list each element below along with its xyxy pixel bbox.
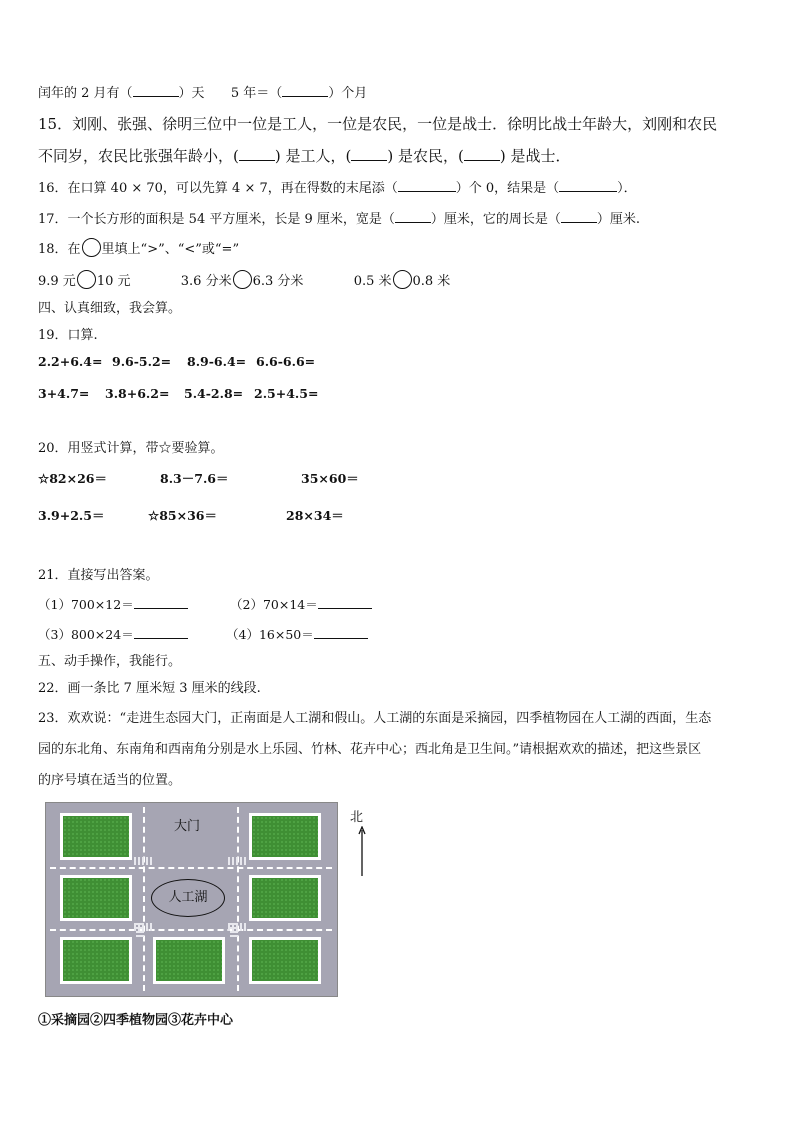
section-4-heading: 四、认真细致，我会算。 xyxy=(38,301,182,316)
q19-item: 8.9-6.4= xyxy=(187,354,247,369)
road-marking xyxy=(50,867,332,869)
plot-northeast[interactable] xyxy=(249,813,321,860)
q20-item: ☆82×26＝ xyxy=(38,471,107,486)
q19-item: 2.5+4.5= xyxy=(254,386,319,401)
leap-year-line: 闰年的 2 月有（ ）天 5 年＝（ ）个月 xyxy=(38,86,368,101)
plot-west[interactable] xyxy=(60,875,132,921)
q22-line: 22．画一条比 7 厘米短 3 厘米的线段. xyxy=(38,681,261,696)
q21-item: （2）70×14＝ xyxy=(230,595,372,613)
gate-label: 大门 xyxy=(174,819,201,834)
q21-title: 21．直接写出答案。 xyxy=(38,568,159,583)
q20-item: ☆85×36＝ xyxy=(148,508,217,523)
q15-line2: 不同岁，农民比张强年龄小，( ) 是工人，( ) 是农民，( ) 是战士． xyxy=(38,147,571,165)
compare-circle-icon xyxy=(82,238,101,257)
plot-east[interactable] xyxy=(249,875,321,921)
q16-line: 16．在口算 40 × 70，可以先算 4 × 7，再在得数的末尾添（ ）个 0，结果是（ ）． xyxy=(38,181,637,196)
plot-southeast[interactable] xyxy=(249,937,321,984)
park-map xyxy=(45,802,338,997)
compare-circle[interactable] xyxy=(77,270,96,289)
q19-item: 3.8+6.2= xyxy=(105,386,170,401)
q18-items xyxy=(38,270,450,289)
q15-line1: 15．刘刚、张强、徐明三位中一位是工人，一位是农民，一位是战士．徐明比战士年龄大，刘刚和农民 xyxy=(38,115,718,133)
answer-blank[interactable] xyxy=(318,597,372,609)
q20-item: 35×60＝ xyxy=(301,471,359,486)
compare-item: 0.5 米 0.8 米 xyxy=(354,274,451,289)
compare-circle[interactable] xyxy=(233,270,252,289)
q19-item: 5.4-2.8= xyxy=(184,386,244,401)
q20-item: 28×34＝ xyxy=(286,508,344,523)
road-marking xyxy=(50,929,332,931)
compare-item: 9.9 元 10 元 xyxy=(38,274,131,289)
q19-item: 3+4.7= xyxy=(38,386,90,401)
q21-item: （1）700×12＝ xyxy=(38,595,188,613)
answer-blank[interactable] xyxy=(314,627,368,639)
answer-blank[interactable] xyxy=(464,149,500,161)
answer-blank[interactable] xyxy=(561,211,597,223)
crosswalk xyxy=(230,923,238,937)
q19-title: 19．口算. xyxy=(38,328,98,343)
q20-item: 8.3－7.6＝ xyxy=(160,471,229,486)
q19-item: 9.6-5.2= xyxy=(112,354,172,369)
q23-line3: 的序号填在适当的位置。 xyxy=(38,773,182,788)
lake-ellipse: 人工湖 xyxy=(151,879,225,917)
section-5-heading: 五、动手操作，我能行。 xyxy=(38,654,182,669)
q19-item: 6.6-6.6= xyxy=(256,354,316,369)
road-marking xyxy=(143,807,145,991)
crosswalk xyxy=(228,857,248,865)
q18-instruction: 18．在 里填上“>”、“<”或“=” xyxy=(38,238,239,257)
plot-northwest[interactable] xyxy=(60,813,132,860)
crosswalk xyxy=(134,857,154,865)
q21-item: （4）16×50＝ xyxy=(226,625,368,643)
compare-circle[interactable] xyxy=(393,270,412,289)
answer-blank[interactable] xyxy=(559,180,617,192)
q21-item: （3）800×24＝ xyxy=(38,625,188,643)
q23-line2: 园的东北角、东南角和西南角分别是水上乐园、竹林、花卉中心；西北角是卫生间。”请根据欢欢的描述，把这些景区 xyxy=(38,742,702,757)
answer-blank[interactable] xyxy=(239,149,275,161)
q17-line: 17．一个长方形的面积是 54 平方厘米，长是 9 厘米，宽是（ ）厘米，它的周长是（ ）厘米. xyxy=(38,212,641,227)
road-marking xyxy=(237,807,239,991)
answer-blank[interactable] xyxy=(282,85,328,97)
plot-south[interactable] xyxy=(153,937,225,984)
answer-blank[interactable] xyxy=(398,180,456,192)
answer-blank[interactable] xyxy=(395,211,431,223)
north-label: 北 xyxy=(350,810,364,825)
plot-southwest[interactable] xyxy=(60,937,132,984)
answer-blank[interactable] xyxy=(133,85,179,97)
q20-item: 3.9+2.5＝ xyxy=(38,508,105,523)
crosswalk xyxy=(136,923,144,937)
answer-blank[interactable] xyxy=(351,149,387,161)
north-arrow-icon xyxy=(358,826,366,876)
compare-item: 3.6 分米 6.3 分米 xyxy=(181,274,304,289)
answer-blank[interactable] xyxy=(134,597,188,609)
answer-blank[interactable] xyxy=(134,627,188,639)
map-legend: ①采摘园②四季植物园③花卉中心 xyxy=(38,1013,234,1028)
q20-title: 20．用竖式计算，带☆要验算。 xyxy=(38,441,224,456)
q19-item: 2.2+6.4= xyxy=(38,354,103,369)
q23-line1: 23．欢欢说：“走进生态园大门，正南面是人工湖和假山。人工湖的东面是采摘园，四季植物园在人工湖的西面，生态 xyxy=(38,711,712,726)
